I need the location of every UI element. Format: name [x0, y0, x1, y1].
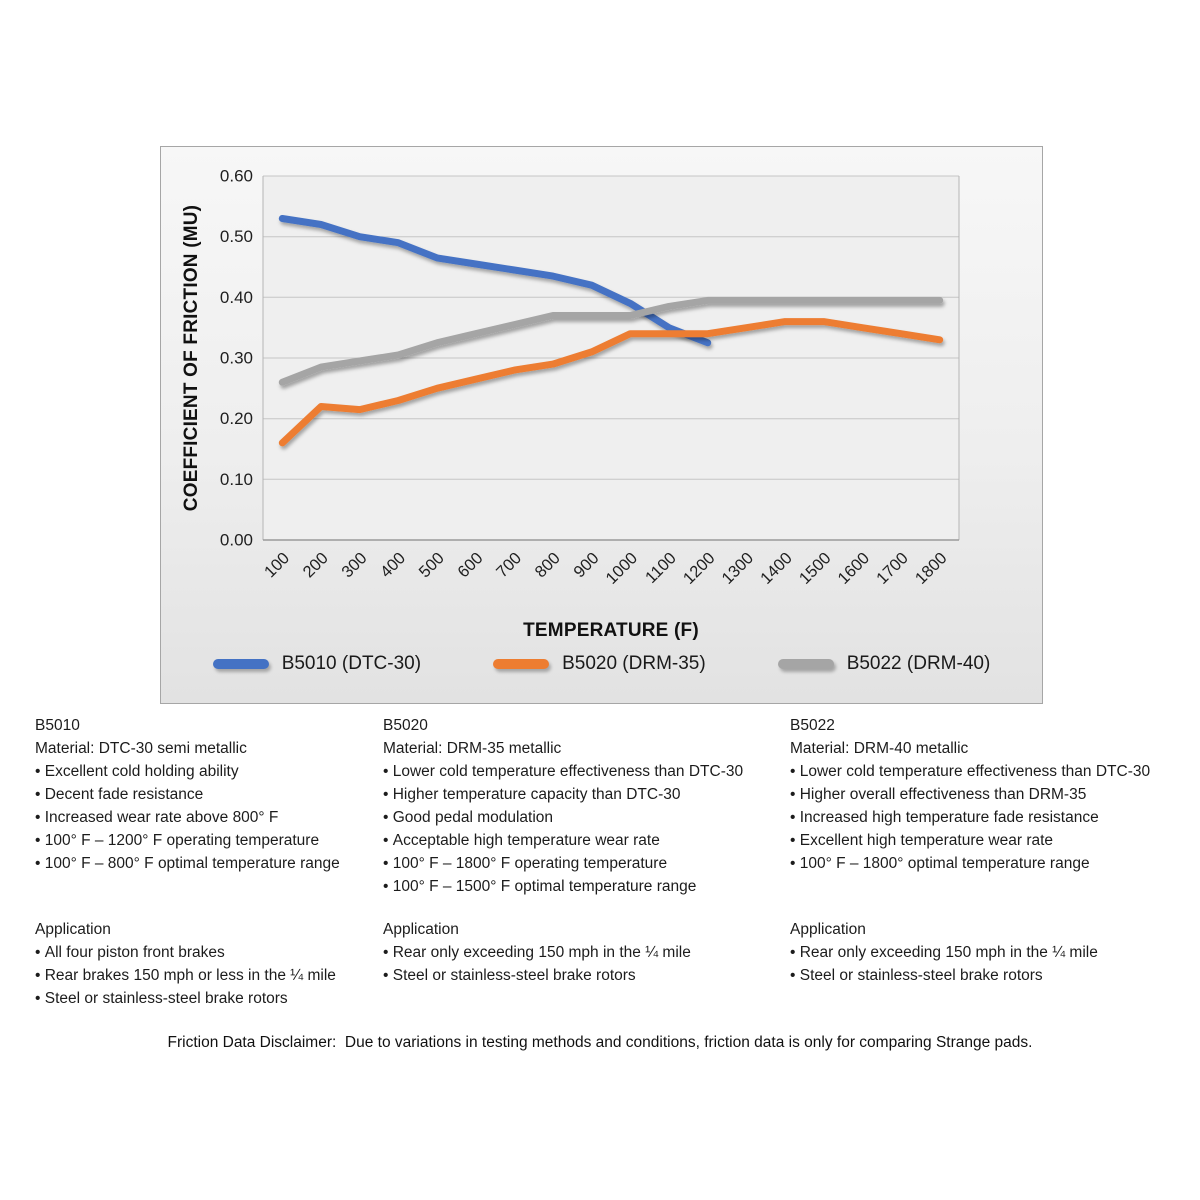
legend-item-b5020: [493, 653, 706, 675]
friction-data-disclaimer: Friction Data Disclaimer: Due to variations in testing methods and conditions, friction data is only for comparing Strange pads.: [167, 1034, 1033, 1051]
legend-swatch-b5022: [778, 659, 834, 669]
product-title: B5010: [35, 717, 80, 734]
x-tick-label: 1300: [718, 549, 758, 588]
spec-bullet-list: [383, 760, 743, 898]
x-tick-label: 1800: [911, 549, 951, 588]
y-axis-title: COEFFICIENT OF FRICTION (MU): [181, 204, 202, 512]
legend-swatch-b5010: [213, 659, 269, 669]
application-block-b5020: [383, 918, 691, 987]
x-tick-label: 400: [376, 549, 410, 582]
y-tick-label: 0.30: [219, 348, 253, 368]
x-axis-title: TEMPERATURE (F): [523, 620, 699, 641]
chart-legend: [161, 653, 1042, 675]
spec-bullet-list: [790, 760, 1150, 875]
list-item: • Rear brakes 150 mph or less in the ¼ mile: [35, 964, 336, 987]
list-item: • Good pedal modulation: [383, 806, 743, 829]
spec-column-b5020: [383, 714, 743, 898]
x-tick-label: 800: [531, 549, 564, 582]
y-tick-label: 0.50: [219, 227, 253, 247]
list-item: • Higher temperature capacity than DTC-30: [383, 783, 743, 806]
legend-item-b5010: [213, 653, 421, 675]
legend-item-b5022: [778, 653, 991, 675]
list-item: • Acceptable high temperature wear rate: [383, 829, 743, 852]
list-item: • Steel or stainless-steel brake rotors: [790, 964, 1098, 987]
x-tick-label: 900: [570, 549, 603, 582]
list-item: • 100° F – 1800° optimal temperature range: [790, 852, 1150, 875]
legend-label: B5010 (DTC-30): [281, 653, 422, 674]
list-item: • Decent fade resistance: [35, 783, 340, 806]
list-item: • Steel or stainless-steel brake rotors: [35, 987, 336, 1010]
legend-label: B5020 (DRM-35): [562, 653, 706, 674]
x-tick-label: 700: [492, 549, 526, 582]
list-item: • Excellent high temperature wear rate: [790, 829, 1150, 852]
legend-swatch-b5020: [493, 659, 549, 669]
x-tick-labels-group: [261, 549, 951, 588]
x-tick-label: 600: [454, 549, 487, 582]
x-tick-label: 1000: [602, 549, 642, 588]
spec-column-b5022: [790, 714, 1150, 875]
list-item: • Rear only exceeding 150 mph in the ¼ mile: [790, 941, 1098, 964]
application-block-b5010: [35, 918, 336, 1010]
x-tick-label: 200: [299, 549, 332, 582]
y-tick-label: 0.20: [219, 409, 253, 429]
material-line: Material: DRM-40 metallic: [790, 740, 969, 757]
application-bullet-list: [790, 941, 1098, 987]
application-title: Application: [383, 921, 459, 938]
x-tick-label: 1100: [642, 549, 680, 587]
list-item: • 100° F – 1200° F operating temperature: [35, 829, 340, 852]
application-title: Application: [790, 921, 866, 938]
list-item: • 100° F – 800° F optimal temperature range: [35, 852, 340, 875]
x-tick-label: 1700: [873, 549, 912, 588]
product-title: B5020: [383, 717, 428, 734]
application-title: Application: [35, 921, 111, 938]
application-bullet-list: [35, 941, 336, 1010]
list-item: • Lower cold temperature effectiveness than DTC-30: [383, 760, 743, 783]
friction-chart-panel: [160, 146, 1043, 704]
y-tick-label: 0.60: [219, 166, 253, 186]
list-item: • All four piston front brakes: [35, 941, 336, 964]
spec-column-b5010: [35, 714, 340, 875]
list-item: • Excellent cold holding ability: [35, 760, 340, 783]
legend-label: B5022 (DRM-40): [846, 653, 991, 674]
material-line: Material: DRM-35 metallic: [383, 740, 562, 757]
material-line: Material: DTC-30 semi metallic: [35, 740, 247, 757]
friction-chart: [161, 147, 1044, 705]
y-tick-label: 0.40: [219, 287, 253, 307]
application-bullet-list: [383, 941, 691, 987]
x-tick-label: 300: [338, 549, 371, 582]
list-item: • Lower cold temperature effectiveness than DTC-30: [790, 760, 1150, 783]
x-tick-label: 1600: [834, 549, 874, 588]
x-tick-label: 100: [260, 549, 294, 582]
product-title: B5022: [790, 717, 835, 734]
spec-bullet-list: [35, 760, 340, 875]
list-item: • 100° F – 1800° F operating temperature: [383, 852, 743, 875]
x-tick-label: 1400: [757, 549, 796, 588]
list-item: • Higher overall effectiveness than DRM-35: [790, 783, 1150, 806]
list-item: • Increased wear rate above 800° F: [35, 806, 340, 829]
y-tick-label: 0.10: [219, 469, 253, 489]
x-tick-label: 1200: [679, 549, 719, 588]
list-item: • Steel or stainless-steel brake rotors: [383, 964, 691, 987]
list-item: • 100° F – 1500° F optimal temperature range: [383, 875, 743, 898]
application-block-b5022: [790, 918, 1098, 987]
x-tick-label: 500: [415, 549, 448, 582]
list-item: • Rear only exceeding 150 mph in the ¼ mile: [383, 941, 691, 964]
list-item: • Increased high temperature fade resistance: [790, 806, 1150, 829]
x-tick-label: 1500: [795, 549, 835, 588]
y-tick-label: 0.00: [219, 530, 253, 550]
y-tick-labels-group: [220, 167, 253, 550]
